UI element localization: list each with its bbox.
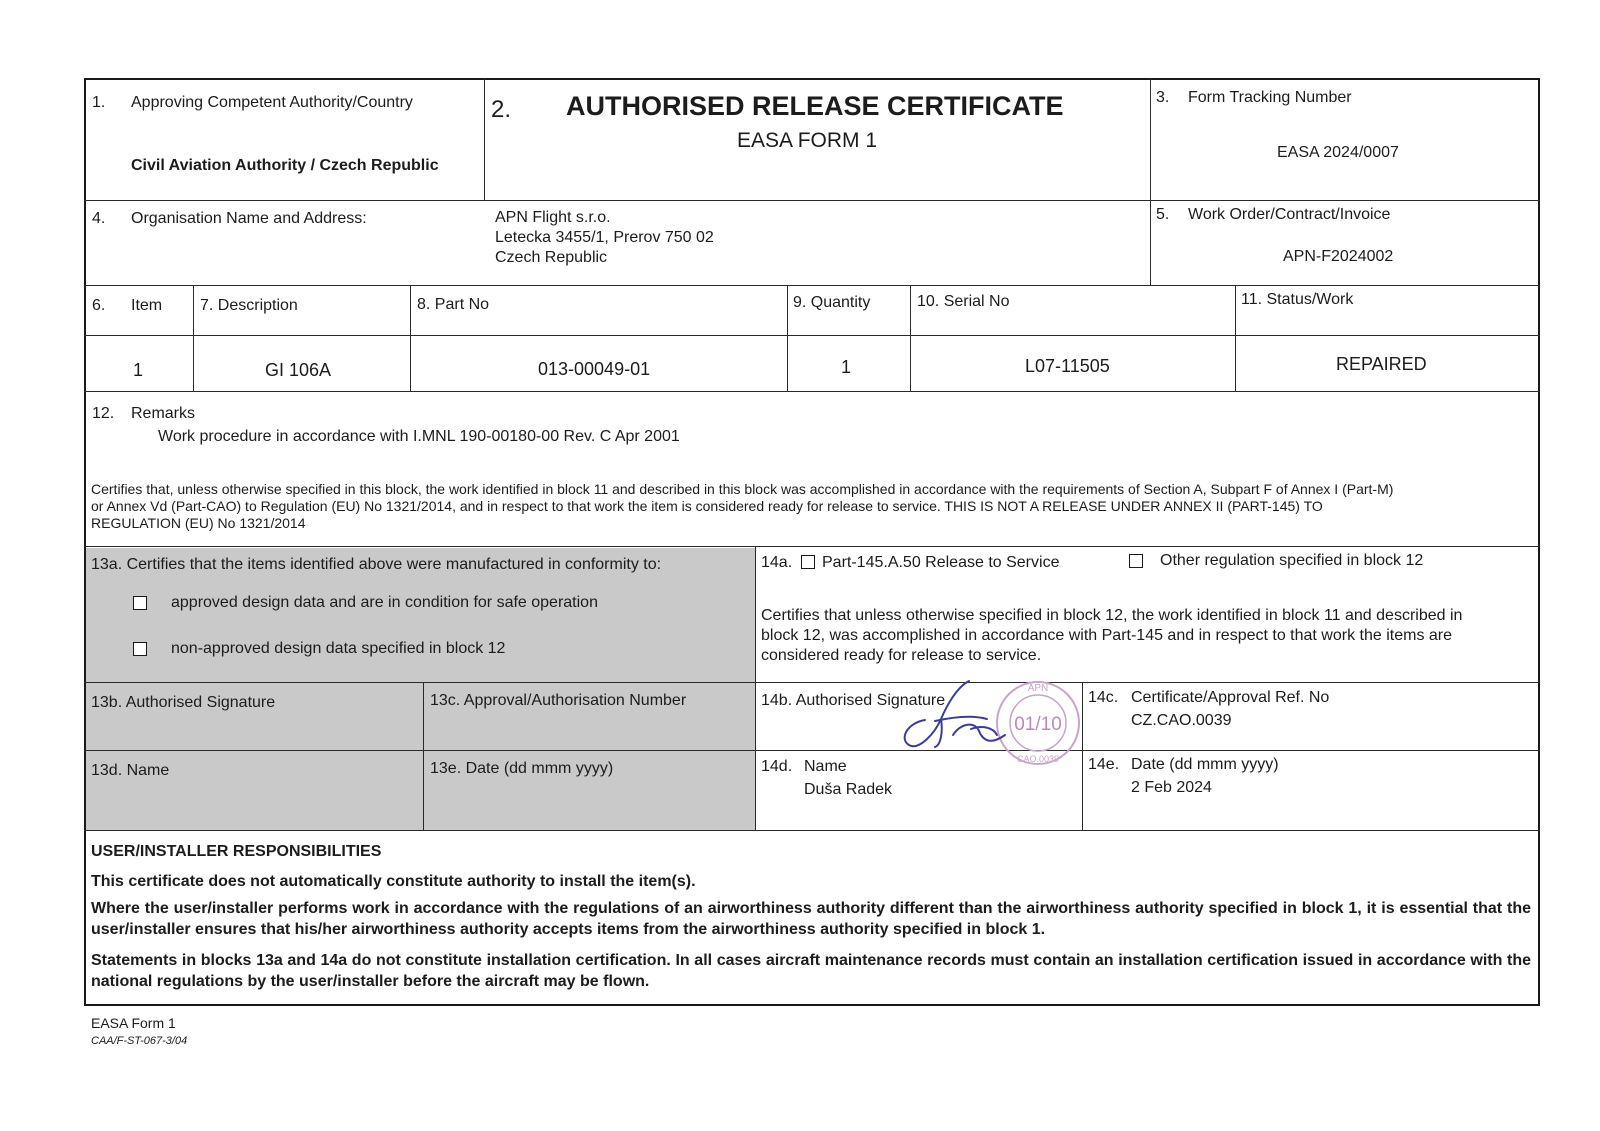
- part145-release-checkbox[interactable]: [801, 555, 815, 569]
- block13c-label: 13c. Approval/Authorisation Number: [430, 692, 687, 709]
- block2-number: 2.: [491, 96, 512, 123]
- responsibilities-para3: Statements in blocks 13a and 14a do not constitute installation certification. In all cases aircraft maintenance records must contain an installation certification issued in accordance with the national regulations by the user/installer before the aircraft may be flown.: [91, 952, 1531, 990]
- block14a-text-line: considered ready for release to service.: [761, 647, 1042, 664]
- col-header-description: 7. Description: [200, 297, 298, 314]
- col-header-quantity: 9. Quantity: [793, 294, 871, 311]
- responsibilities-heading: USER/INSTALLER RESPONSIBILITIES: [91, 843, 382, 860]
- responsibilities-line1: This certificate does not automatically constitute authority to install the item(s).: [91, 873, 696, 890]
- status-work: REPAIRED: [1336, 354, 1427, 374]
- non-approved-design-label: non-approved design data specified in block 12: [171, 640, 506, 657]
- block14e-number: 14e.: [1088, 756, 1120, 773]
- divider: [84, 830, 1540, 831]
- footer-form-code: CAA/F-ST-067-3/04: [91, 1035, 188, 1047]
- authorised-person-name: Duša Radek: [804, 781, 893, 798]
- remarks-text: Work procedure in accordance with I.MNL 190-00180-00 Rev. C Apr 2001: [158, 428, 680, 445]
- stamp-top-text: APN: [1027, 683, 1049, 694]
- form-title: AUTHORISED RELEASE CERTIFICATE: [566, 91, 1064, 121]
- divider: [755, 546, 756, 830]
- col-header-serial-no: 10. Serial No: [917, 293, 1010, 310]
- organisation-name: APN Flight s.r.o.: [495, 209, 611, 226]
- handwritten-signature: [895, 675, 1015, 755]
- certificate-ref-number: CZ.CAO.0039: [1131, 712, 1232, 729]
- col-header-item-number: 6.: [92, 297, 106, 314]
- block13b-label: 13b. Authorised Signature: [91, 694, 276, 711]
- stamp-number: 01/10: [1014, 714, 1062, 735]
- divider: [1150, 78, 1151, 285]
- block1-value: Civil Aviation Authority / Czech Republic: [131, 157, 439, 174]
- other-regulation-label: Other regulation specified in block 12: [1160, 552, 1424, 569]
- divider: [423, 682, 424, 830]
- organisation-street: Letecka 3455/1, Prerov 750 02: [495, 229, 714, 246]
- block3-label: Form Tracking Number: [1188, 89, 1352, 106]
- block12-certification-line: REGULATION (EU) No 1321/2014: [91, 515, 306, 531]
- item-description: GI 106A: [265, 360, 332, 380]
- block14c-number: 14c.: [1088, 689, 1119, 706]
- divider: [910, 285, 911, 391]
- block14e-label: Date (dd mmm yyyy): [1131, 756, 1279, 773]
- divider: [84, 200, 1540, 201]
- form-subtitle: EASA FORM 1: [737, 129, 878, 152]
- form-tracking-number: EASA 2024/0007: [1277, 144, 1399, 161]
- block14d-label: Name: [804, 758, 847, 775]
- footer-form-name: EASA Form 1: [91, 1015, 176, 1031]
- block14c-label: Certificate/Approval Ref. No: [1131, 689, 1330, 706]
- block14a-text-line: Certifies that unless otherwise specified in block 12, the work identified in block 11 and described in: [761, 607, 1463, 624]
- other-regulation-checkbox[interactable]: [1129, 554, 1143, 568]
- divider: [84, 750, 1540, 751]
- block3-number: 3.: [1156, 89, 1170, 106]
- block14a-number: 14a.: [761, 554, 793, 571]
- quantity: 1: [841, 357, 852, 377]
- col-header-status-work: 11. Status/Work: [1241, 291, 1354, 308]
- divider: [787, 285, 788, 391]
- col-header-item: Item: [131, 297, 163, 314]
- divider: [484, 78, 485, 200]
- part145-release-label: Part-145.A.50 Release to Service: [822, 554, 1060, 571]
- release-date: 2 Feb 2024: [1131, 779, 1212, 796]
- responsibilities-para2: Where the user/installer performs work in accordance with the regulations of an airworthiness authority different than the airworthiness authority specified in block 1, it is essential that the user/installer ensures that his/her airworthiness authority accepts items from the airworthiness authority specified in block 1.: [91, 900, 1531, 938]
- block14b-label: 14b. Authorised Signature: [761, 692, 946, 709]
- block14a-text-line: block 12, was accomplished in accordance with Part-145 and in respect to that work the items are: [761, 627, 1453, 644]
- block1-label: Approving Competent Authority/Country: [131, 94, 413, 111]
- block13a-label: 13a. Certifies that the items identified above were manufactured in conformity to:: [91, 556, 662, 573]
- divider: [1235, 285, 1236, 391]
- block12-label: Remarks: [131, 405, 196, 422]
- stamp-bottom-text: CAO.0039: [1016, 754, 1060, 764]
- block12-certification-line: Certifies that, unless otherwise specified in this block, the work identified in block 11 and described in this block was accomplished in accordance with the requirements of Section A, Subpart F of Annex I (Part-M): [91, 481, 1394, 497]
- approved-design-checkbox[interactable]: [133, 596, 147, 610]
- block13d-label: 13d. Name: [91, 762, 170, 779]
- block4-label: Organisation Name and Address:: [131, 210, 367, 227]
- divider: [193, 285, 194, 391]
- block5-label: Work Order/Contract/Invoice: [1188, 206, 1391, 223]
- part-number: 013-00049-01: [538, 359, 651, 379]
- divider: [84, 546, 1540, 547]
- block1-number: 1.: [92, 94, 106, 111]
- block14d-number: 14d.: [761, 758, 793, 775]
- divider: [84, 285, 1540, 286]
- block12-certification-line: or Annex Vd (Part-CAO) to Regulation (EU) No 1321/2014, and in respect to that work the item is considered ready for release to service. THIS IS NOT A RELEASE UNDER ANNEX II (PART-145) TO: [91, 498, 1323, 514]
- divider: [84, 335, 1540, 336]
- block13e-label: 13e. Date (dd mmm yyyy): [430, 760, 614, 777]
- divider: [410, 285, 411, 391]
- divider: [84, 682, 1540, 683]
- serial-number: L07-11505: [1025, 356, 1110, 376]
- work-order-number: APN-F2024002: [1283, 248, 1394, 265]
- organisation-country: Czech Republic: [495, 249, 608, 266]
- block12-number: 12.: [92, 405, 115, 422]
- block5-number: 5.: [1156, 206, 1170, 223]
- non-approved-design-checkbox[interactable]: [133, 642, 147, 656]
- approved-design-label: approved design data and are in condition for safe operation: [171, 594, 598, 611]
- col-header-part-no: 8. Part No: [417, 296, 490, 313]
- divider: [84, 391, 1540, 392]
- item-number: 1: [133, 360, 144, 380]
- block4-number: 4.: [92, 210, 106, 227]
